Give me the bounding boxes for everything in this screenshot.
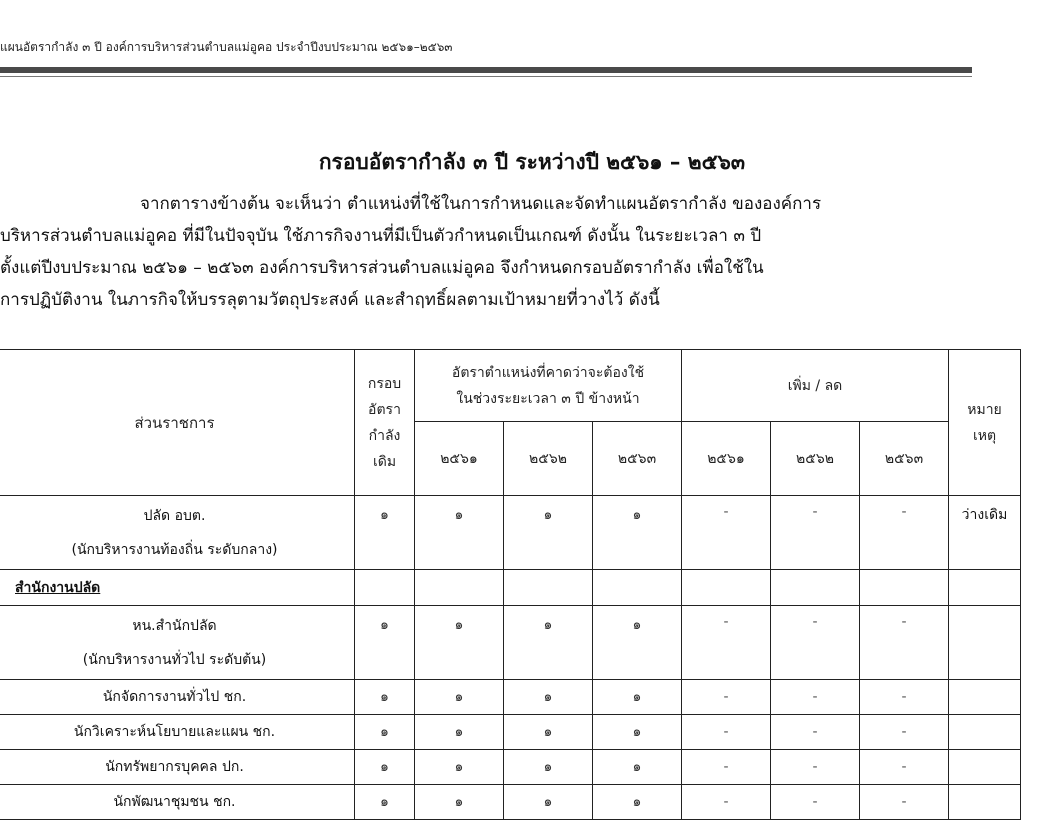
year-header: ๒๕๖๑ bbox=[415, 422, 504, 496]
remark bbox=[949, 750, 1021, 785]
empty-cell bbox=[682, 570, 771, 606]
expected-count: ๑ bbox=[415, 496, 504, 570]
year-header: ๒๕๖๓ bbox=[860, 422, 949, 496]
table-section-row bbox=[0, 570, 1021, 606]
year-header: ๒๕๖๒ bbox=[771, 422, 860, 496]
change-value: - bbox=[860, 750, 949, 785]
position-name: นักจัดการงานทั่วไป ชก. bbox=[0, 680, 355, 715]
paragraph-line: การปฏิบัติงาน ในภารกิจให้บรรลุตามวัตถุประสงค์ และสำฤทธิ์ผลตามเป้าหมายที่วางไว้ ดังนี้ bbox=[0, 290, 660, 310]
empty-cell bbox=[860, 570, 949, 606]
expected-count: ๑ bbox=[593, 785, 682, 820]
year-header: ๒๕๖๒ bbox=[504, 422, 593, 496]
position-name: ปลัด อบต. (นักบริหารงานท้องถิ่น ระดับกลาง) bbox=[0, 496, 355, 570]
expected-count: ๑ bbox=[504, 496, 593, 570]
expected-count: ๑ bbox=[593, 496, 682, 570]
header-rule-thin bbox=[0, 76, 972, 77]
position-name: นักพัฒนาชุมชน ชก. bbox=[0, 785, 355, 820]
expected-count: ๑ bbox=[415, 715, 504, 750]
table-row bbox=[0, 785, 1021, 820]
table-row bbox=[0, 750, 1021, 785]
change-value: - bbox=[771, 680, 860, 715]
change-value: - bbox=[860, 496, 949, 570]
change-value: - bbox=[771, 496, 860, 570]
empty-cell bbox=[355, 570, 415, 606]
position-name: หน.สำนักปลัด (นักบริหารงานทั่วไป ระดับต้น) bbox=[0, 606, 355, 680]
expected-count: ๑ bbox=[504, 606, 593, 680]
existing-count: ๑ bbox=[355, 715, 415, 750]
change-value: - bbox=[682, 680, 771, 715]
change-value: - bbox=[860, 715, 949, 750]
position-name: นักวิเคราะห์นโยบายและแผน ชก. bbox=[0, 715, 355, 750]
change-value: - bbox=[771, 715, 860, 750]
year-header: ๒๕๖๑ bbox=[682, 422, 771, 496]
table-row bbox=[0, 606, 1021, 680]
expected-count: ๑ bbox=[504, 715, 593, 750]
change-value: - bbox=[682, 496, 771, 570]
staffing-table bbox=[0, 349, 1021, 820]
empty-cell bbox=[771, 570, 860, 606]
header-change: เพิ่ม / ลด bbox=[682, 350, 949, 422]
empty-cell bbox=[593, 570, 682, 606]
expected-count: ๑ bbox=[415, 785, 504, 820]
paragraph-line: ตั้งแต่ปีงบประมาณ ๒๕๖๑ – ๒๕๖๓ องค์การบริหารส่วนตำบลแม่อูคอ จึงกำหนดกรอบอัตรากำลัง เพื่อใช้ใน bbox=[0, 258, 764, 278]
expected-count: ๑ bbox=[415, 680, 504, 715]
remark bbox=[949, 715, 1021, 750]
table-row bbox=[0, 680, 1021, 715]
change-value: - bbox=[771, 606, 860, 680]
change-value: - bbox=[771, 785, 860, 820]
change-value: - bbox=[771, 750, 860, 785]
remark bbox=[949, 680, 1021, 715]
existing-count: ๑ bbox=[355, 785, 415, 820]
paragraph-line: บริหารส่วนตำบลแม่อูคอ ที่มีในปัจจุบัน ใช้ภารกิจงานที่มีเป็นตัวกำหนดเป็นเกณฑ์ ดังนั้น ในระยะเวลา ๓ ปี bbox=[0, 226, 762, 246]
expected-count: ๑ bbox=[593, 715, 682, 750]
expected-count: ๑ bbox=[593, 750, 682, 785]
header-unit: ส่วนราชการ bbox=[0, 350, 355, 496]
empty-cell bbox=[949, 570, 1021, 606]
change-value: - bbox=[682, 785, 771, 820]
header-remark: หมาย เหตุ bbox=[949, 350, 1021, 496]
expected-count: ๑ bbox=[415, 606, 504, 680]
change-value: - bbox=[682, 750, 771, 785]
existing-count: ๑ bbox=[355, 680, 415, 715]
expected-count: ๑ bbox=[504, 680, 593, 715]
expected-count: ๑ bbox=[504, 750, 593, 785]
expected-count: ๑ bbox=[593, 606, 682, 680]
change-value: - bbox=[682, 606, 771, 680]
header-existing: กรอบ อัตรา กำลัง เดิม bbox=[355, 350, 415, 496]
existing-count: ๑ bbox=[355, 496, 415, 570]
existing-count: ๑ bbox=[355, 750, 415, 785]
change-value: - bbox=[860, 606, 949, 680]
paragraph-line: จากตารางข้างต้น จะเห็นว่า ตำแหน่งที่ใช้ในการกำหนดและจัดทำแผนอัตรากำลัง ขององค์การ bbox=[140, 194, 822, 214]
empty-cell bbox=[504, 570, 593, 606]
year-header: ๒๕๖๓ bbox=[593, 422, 682, 496]
remark: ว่างเดิม bbox=[949, 496, 1021, 570]
section-title: สำนักงานปลัด bbox=[0, 570, 355, 606]
expected-count: ๑ bbox=[593, 680, 682, 715]
expected-count: ๑ bbox=[415, 750, 504, 785]
existing-count: ๑ bbox=[355, 606, 415, 680]
table-row bbox=[0, 496, 1021, 570]
change-value: - bbox=[860, 785, 949, 820]
running-header: แผนอัตรากำลัง ๓ ปี องค์การบริหารส่วนตำบลแม่อูคอ ประจำปีงบประมาณ ๒๕๖๑–๒๕๖๓ bbox=[0, 40, 453, 54]
change-value: - bbox=[682, 715, 771, 750]
empty-cell bbox=[415, 570, 504, 606]
page-title: กรอบอัตรากำลัง ๓ ปี ระหว่างปี ๒๕๖๑ – ๒๕๖๓ bbox=[318, 150, 746, 174]
header-rule-thick bbox=[0, 67, 972, 73]
remark bbox=[949, 785, 1021, 820]
intro-paragraph bbox=[0, 188, 1000, 316]
position-name: นักทรัพยากรบุคคล ปก. bbox=[0, 750, 355, 785]
expected-count: ๑ bbox=[504, 785, 593, 820]
change-value: - bbox=[860, 680, 949, 715]
remark bbox=[949, 606, 1021, 680]
header-expected: อัตราตำแหน่งที่คาดว่าจะต้องใช้ ในช่วงระยะเวลา ๓ ปี ข้างหน้า bbox=[415, 350, 682, 422]
table-row bbox=[0, 715, 1021, 750]
